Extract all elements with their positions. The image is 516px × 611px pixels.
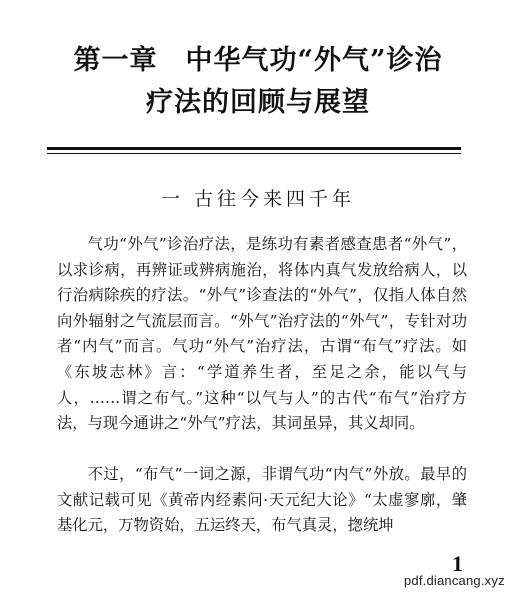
chapter-title-line-2: 疗法的回顾与展望 — [146, 87, 370, 118]
section-heading: 一 古往今来四千年 — [160, 188, 356, 210]
watermark-text: pdf.diancang.xyz — [404, 573, 505, 588]
title-divider-thick — [47, 147, 461, 150]
chapter-title-line-1: 第一章 中华气功“外气”诊治 — [73, 45, 443, 76]
page-number: 1 — [452, 551, 463, 576]
body-paragraph-1: 气功“外气”诊治疗法，是练功有素者感查患者“外气”，以求诊病，再辨证或辨病施治，将体内真气发放给病人，以行治病除疾的疗法。“外气”诊查法的“外气”，仅指人体自然向外辐射之气流层而言。“外气”治疗法的“外气”，专针对功者“内气”而言。气功“外气”治疗法，古谓“布气”疗法。如《东坡志林》言：“学道养生者，至足之余，能以气与人，……谓之布气。”这种“以气与人”的古代“布气”治疗方法，与现今通讲之“外气”疗法，其词虽异，其义却同。 — [57, 235, 467, 433]
body-paragraph-2: 不过，“布气”一词之源，非谓气功“内气”外放。最早的文献记载可见《黄帝内经素问·天元纪大论》“太虚寥廓，肇基化元，万物资始，五运终天，布气真灵，揔统坤 — [57, 465, 467, 535]
title-divider-thin — [47, 153, 461, 154]
